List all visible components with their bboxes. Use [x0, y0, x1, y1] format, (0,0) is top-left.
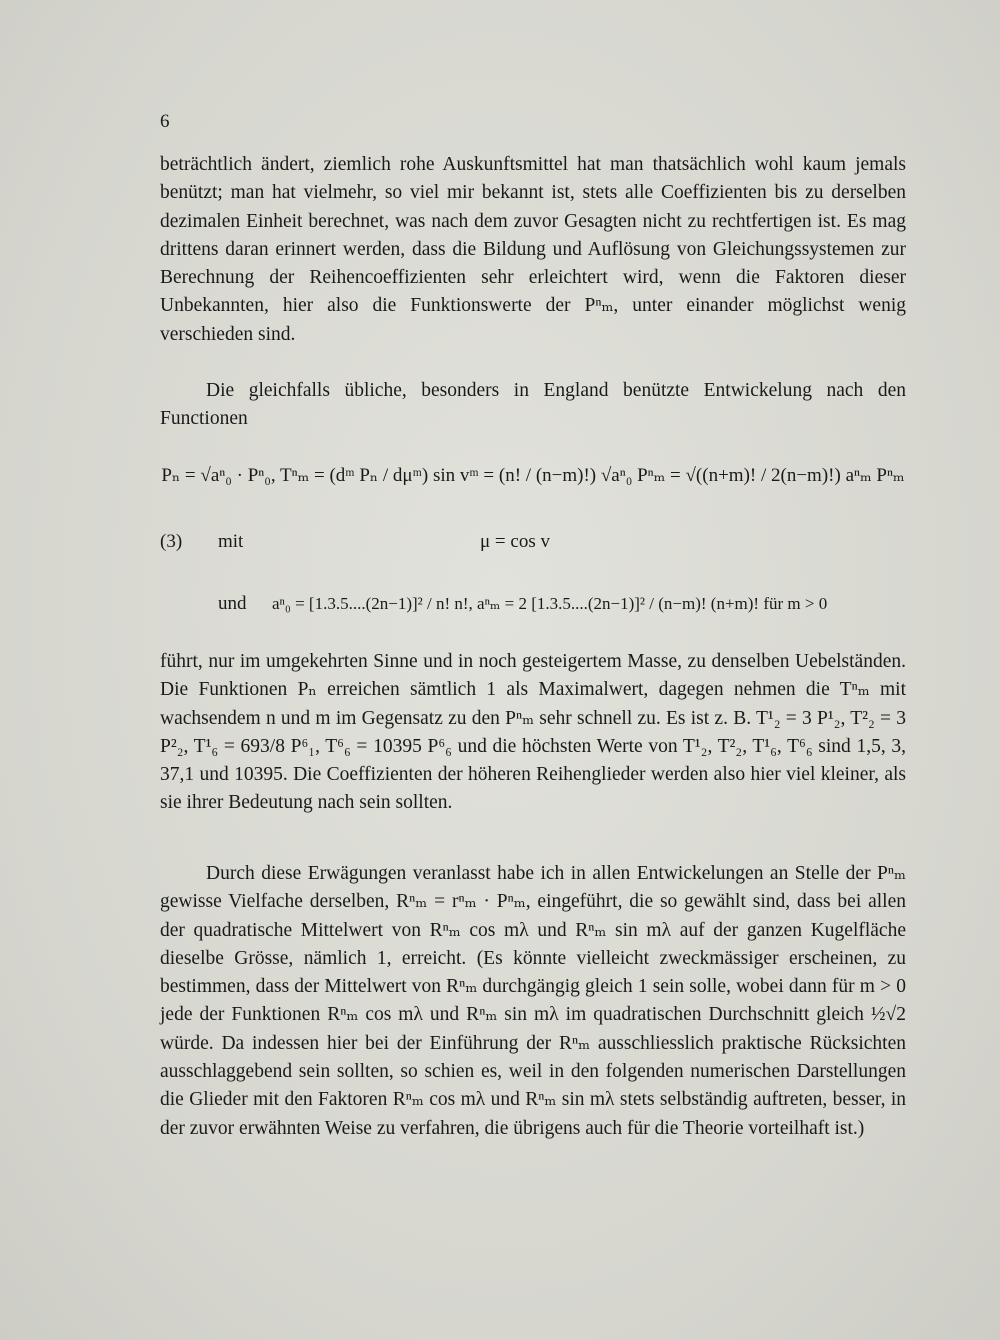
paragraph-2: Die gleichfalls übliche, besonders in England benützte Entwickelung nach den Functionen	[160, 380, 906, 430]
equation-label-mit: mit	[218, 531, 244, 552]
equation-coefficients: aⁿ₀ = [1.3.5....(2n−1)]² / n! n!, aⁿₘ = 2 [1.3.5....(2n−1)]² / (n−m)! (n+m)! für m > 0	[272, 594, 828, 613]
paragraph-4: Durch diese Erwägungen veranlasst habe ich in allen Entwickelungen an Stelle der Pⁿₘ gewisse Vielfache derselben, Rⁿₘ = rⁿₘ · Pⁿₘ, eingeführt, die so gewählt sind, dass bei allen der quadratische Mittelwert von Rⁿₘ cos mλ und Rⁿₘ sin mλ auf der ganzen Kugelfläche dieselbe Grösse, nämlich 1, erreicht. (Es könnte vielleicht zweckmässiger erscheinen, zu bestimmen, dass der Mittelwert von Rⁿₘ durchgängig gleich 1 sein solle, wobei dann für m > 0 jede der Funktionen Rⁿₘ cos mλ und Rⁿₘ sin mλ im quadratischen Durchschnitt gleich ½√2 würde. Da indessen hier bei der Einführung der Rⁿₘ ausschliesslich praktische Rücksichten ausschlaggebend sein sollten, so schien es, weil in den folgenden numerischen Darstellungen die Glieder mit den Faktoren Rⁿₘ cos mλ und Rⁿₘ sin mλ stets selbständig auftreten, besser, in der zuvor erwähnten Weise zu verfahren, die übrigens auch für die Theorie vorteilhaft ist.)	[160, 863, 906, 1139]
equation-number: (3)	[160, 531, 183, 552]
equation-label-und: und	[218, 593, 247, 614]
paragraph-1: beträchtlich ändert, ziemlich rohe Auskunftsmittel hat man thatsächlich wohl kaum jemals benützt; man hat vielmehr, so viel mir bekannt ist, stets alle Coeffizienten bis zu derselben dezimalen Einheit berechnet, was nach dem zuvor Gesagten nicht zu rechtfertigen ist. Es mag drittens daran erinnert werden, dass die Bildung und Auflösung von Gleichungssystemen zur Berechnung der Reihencoeffizienten sehr erleichtert wird, wenn die Faktoren dieser Unbekannten, hier also die Funktionswerte der Pⁿₘ, unter einander möglichst wenig verschieden sind.	[160, 154, 906, 345]
equation-mu: μ = cos v	[480, 531, 550, 552]
equation-definitions: Pₙ = √aⁿ₀ · Pⁿ₀, Tⁿₘ = (dᵐ Pₙ / dμᵐ) sin vᵐ = (n! / (n−m)!) √aⁿ₀ Pⁿₘ = √((n+m)! / 2(n−m)!) aⁿₘ Pⁿₘ	[161, 465, 905, 486]
page-number: 6	[160, 111, 170, 132]
paragraph-3: führt, nur im umgekehrten Sinne und in noch gesteigertem Masse, zu denselben Uebelständen. Die Funktionen Pₙ erreichen sämtlich 1 als Maximalwert, dagegen nehmen die Tⁿₘ mit wachsendem n und m im Gegensatz zu den Pⁿₘ sehr schnell zu. Es ist z. B. T¹₂ = 3 P¹₂, T²₂ = 3 P²₂, T¹₆ = 693/8 P⁶₁, T⁶₆ = 10395 P⁶₆ und die höchsten Werte von T¹₂, T²₂, T¹₆, T⁶₆ sind 1,5, 3, 37,1 und 10395. Die Coeffizienten der höheren Reihenglieder werden also hier viel kleiner, als sie ihrer Bedeutung nach sein sollten.	[160, 651, 906, 814]
